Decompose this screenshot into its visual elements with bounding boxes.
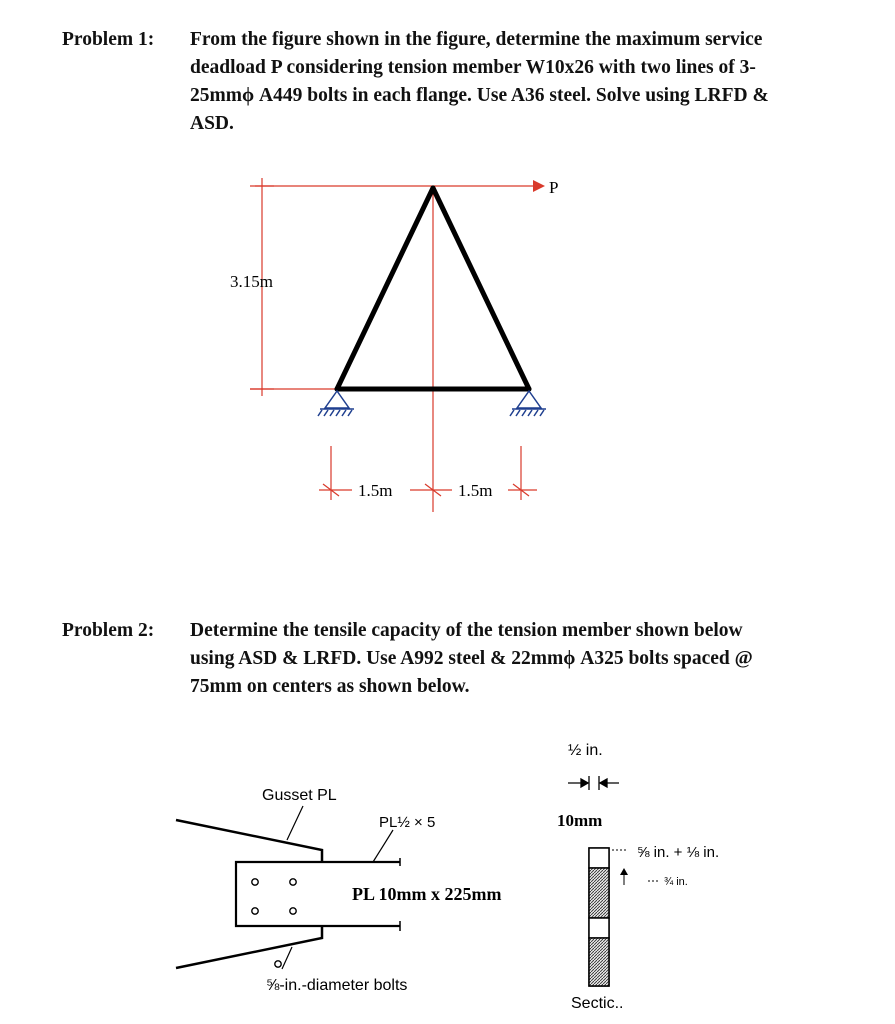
bolt — [290, 879, 296, 885]
bolt-legend-symbol — [275, 961, 281, 967]
dimension-lines — [250, 178, 537, 512]
span-right-label: 1.5m — [458, 481, 493, 500]
bolts-label: ⅝-in.-diameter bolts — [266, 977, 408, 994]
left-support — [318, 391, 354, 416]
height-label: 3.15m — [230, 272, 273, 291]
thickness-mm-label: 10mm — [557, 811, 603, 830]
section-hatch-bottom — [589, 938, 609, 986]
hole-size-label: ⅝ in. + ⅛ in. — [637, 844, 720, 861]
bolt — [252, 908, 258, 914]
gusset-leader — [287, 806, 303, 840]
thickness-label: ½ in. — [568, 742, 603, 759]
hole-size-label-2: ¾ in. — [664, 876, 688, 888]
span-left-label: 1.5m — [358, 481, 393, 500]
gusset-bottom-edge — [176, 926, 322, 968]
problem-1-line-3: 25mmϕ A449 bolts in each flange. Use A36 steel. Solve using LRFD & — [190, 85, 769, 106]
problem-1-line-2: deadload P considering tension member W10x26 with two lines of 3- — [190, 57, 756, 78]
left-pin-support-icon — [325, 391, 349, 408]
bolt-leader — [282, 947, 292, 969]
thickness-arrows — [568, 776, 619, 790]
bolt — [290, 908, 296, 914]
gusset-top-edge — [176, 820, 322, 862]
left-member — [337, 188, 433, 389]
right-member — [433, 188, 529, 389]
problem-1-label: Problem 1: — [62, 29, 155, 50]
problem-1-line-4: ASD. — [190, 113, 234, 134]
section-hatch-top — [589, 868, 609, 918]
gusset-label: Gusset PL — [262, 787, 337, 804]
plate-leader — [373, 830, 393, 862]
problem-2-line-2: using ASD & LRFD. Use A992 steel & 22mmϕ A325 bolts spaced @ — [190, 648, 753, 669]
plate-size-label: PL 10mm x 225mm — [352, 884, 502, 904]
load-arrow-head — [533, 180, 545, 192]
problem-2-line-1: Determine the tensile capacity of the tension member shown below — [190, 620, 743, 641]
problem-1-line-1: From the figure shown in the figure, determine the maximum service — [190, 29, 763, 50]
problem-2-line-3: 75mm on centers as shown below. — [190, 676, 470, 697]
load-label: P — [549, 178, 559, 197]
problem-2-label: Problem 2: — [62, 620, 155, 641]
section-hole — [589, 918, 609, 938]
right-pin-support-icon — [517, 391, 541, 408]
section-view — [589, 848, 609, 986]
section-label: Sectic.. — [571, 995, 624, 1012]
plate-label: PL½ × 5 — [379, 814, 436, 831]
bolt — [252, 879, 258, 885]
right-support — [510, 391, 546, 416]
